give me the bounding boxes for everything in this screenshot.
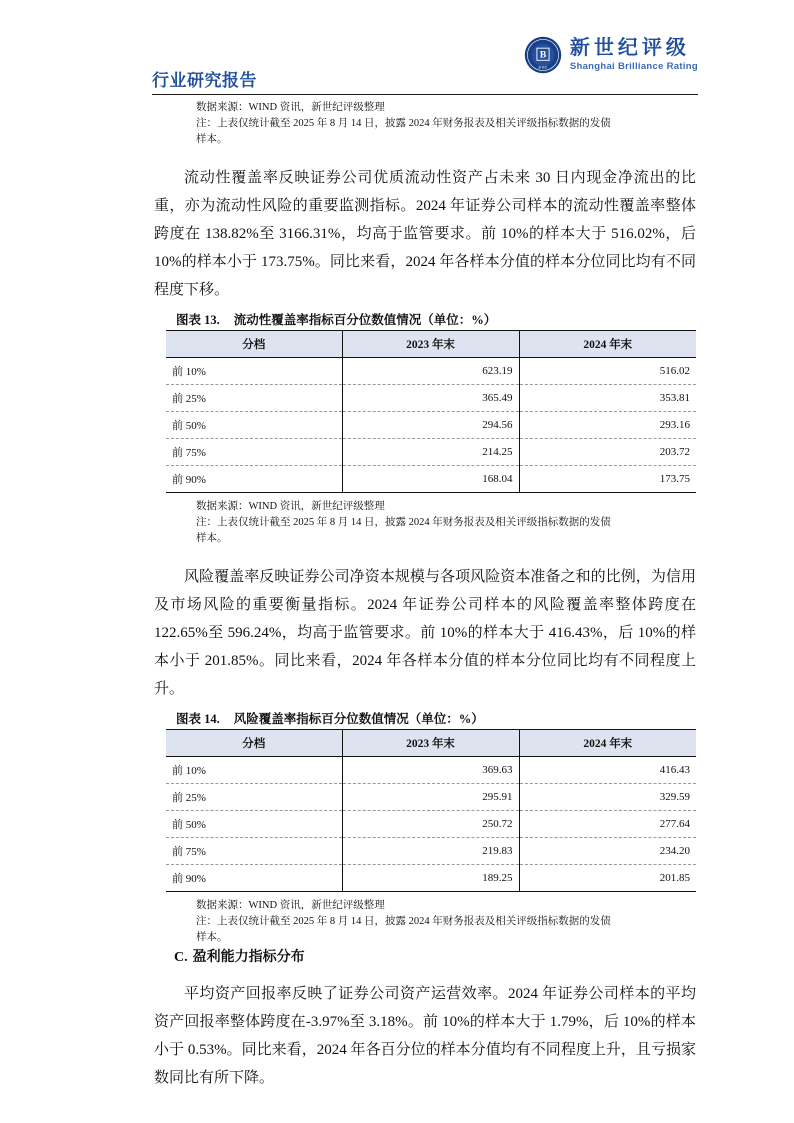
table-row: [166, 865, 696, 892]
cell-bucket: 前 25%: [166, 784, 342, 811]
table-liquidity-coverage-percentiles: [166, 330, 696, 493]
note-line-1: 注：上表仅统计截至 2025 年 8 月 14 日，披露 2024 年财务报表及相关评级指标数据的发债: [196, 916, 611, 927]
cell-2023: 168.04: [342, 466, 519, 493]
source-note-block-table13: [152, 499, 698, 547]
page-title: 行业研究报告: [152, 71, 257, 90]
note-line-2: 样本。: [196, 932, 228, 943]
table-13-wrapper: [152, 330, 698, 493]
svg-text:新世纪: 新世纪: [538, 66, 548, 70]
table-row: [166, 358, 696, 385]
cell-2023: 189.25: [342, 865, 519, 892]
cell-2024: 416.43: [519, 757, 696, 784]
header-divider: [152, 94, 698, 95]
table-row: [166, 385, 696, 412]
cell-2024: 353.81: [519, 385, 696, 412]
note-line-2: 样本。: [196, 134, 228, 145]
cell-bucket: 前 10%: [166, 358, 342, 385]
table-risk-coverage-percentiles: [166, 729, 696, 892]
note-line-2: 样本。: [196, 533, 228, 544]
cell-2023: 219.83: [342, 838, 519, 865]
table-row: [166, 811, 696, 838]
column-header-2024: 2024 年末: [519, 331, 696, 358]
source-note-block-table14: [152, 898, 698, 946]
table-row: [166, 439, 696, 466]
column-header-bucket: 分档: [166, 730, 342, 757]
figure-caption-13: [152, 310, 698, 330]
source-line: 数据来源：WIND 资讯，新世纪评级整理: [196, 501, 385, 512]
column-header-2023: 2023 年末: [342, 331, 519, 358]
cell-bucket: 前 75%: [166, 838, 342, 865]
section-heading-c: [152, 946, 698, 970]
svg-text:B: B: [539, 49, 547, 61]
cell-2024: 234.20: [519, 838, 696, 865]
table-row: [166, 466, 696, 493]
note-line-1: 注：上表仅统计截至 2025 年 8 月 14 日，披露 2024 年财务报表及相关评级指标数据的发债: [196, 118, 611, 129]
document-body: [152, 100, 698, 1092]
table-header-row: [166, 730, 696, 757]
paragraph-risk-coverage: 风险覆盖率反映证券公司净资本规模与各项风险资本准备之和的比例，为信用及市场风险的重要衡量指标。2024 年证券公司样本的风险覆盖率整体跨度在 122.65%至 596.24%，均高于监管要求。前 10%的样本大于 416.43%，后 10%的样本小于 201.85%。同比来看，2024 年各样本分值的样本分位同比均有不同程度上升。: [154, 569, 696, 697]
cell-bucket: 前 75%: [166, 439, 342, 466]
cell-bucket: 前 25%: [166, 385, 342, 412]
figure-caption-14-text: 风险覆盖率指标百分位数值情况（单位：%）: [233, 712, 484, 726]
brand-logo: [524, 36, 698, 74]
cell-bucket: 前 90%: [166, 466, 342, 493]
section-label: C.: [174, 950, 188, 965]
source-line: 数据来源：WIND 资讯，新世纪评级整理: [196, 900, 385, 911]
shanghai-brilliance-seal-icon: [524, 36, 562, 74]
column-header-2024: 2024 年末: [519, 730, 696, 757]
brand-name-cn: 新世纪评级: [569, 37, 690, 60]
cell-2024: 203.72: [519, 439, 696, 466]
cell-2024: 173.75: [659, 473, 690, 485]
cell-2023: 623.19: [342, 358, 519, 385]
cell-2024: 293.16: [519, 412, 696, 439]
cell-2023: 369.63: [342, 757, 519, 784]
table-row: [166, 838, 696, 865]
source-note-block-top: [152, 100, 698, 148]
cell-2024: 201.85: [659, 872, 690, 884]
figure-caption-14-number: 图表 14.: [176, 712, 220, 726]
section-title: 盈利能力指标分布: [192, 950, 305, 965]
brand-name-en: Shanghai Brilliance Rating: [569, 61, 698, 73]
cell-bucket: 前 50%: [166, 811, 342, 838]
table-row: [166, 784, 696, 811]
cell-2023: 365.49: [342, 385, 519, 412]
column-header-2023: 2023 年末: [342, 730, 519, 757]
cell-bucket: 前 50%: [166, 412, 342, 439]
cell-2023: 250.72: [342, 811, 519, 838]
cell-bucket: 前 10%: [166, 757, 342, 784]
cell-2024: 516.02: [519, 358, 696, 385]
cell-bucket: 前 90%: [166, 865, 342, 892]
figure-caption-13-number: 图表 13.: [176, 313, 220, 327]
cell-2023: 294.56: [342, 412, 519, 439]
paragraph-average-roa: 平均资产回报率反映了证券公司资产运营效率。2024 年证券公司样本的平均资产回报率整体跨度在-3.97%至 3.18%。前 10%的样本大于 1.79%，后 10%的样本小于 0.53%。同比来看，2024 年各百分位的样本分值均有不同程度上升，且亏损家数同比有所下降。: [154, 986, 696, 1086]
page-header: [152, 36, 698, 94]
column-header-bucket: 分档: [166, 331, 342, 358]
table-row: [166, 757, 696, 784]
cell-2024: 277.64: [519, 811, 696, 838]
cell-2023: 295.91: [342, 784, 519, 811]
cell-2024: 329.59: [519, 784, 696, 811]
figure-caption-14: [152, 709, 698, 729]
table-header-row: [166, 331, 696, 358]
cell-2023: 214.25: [342, 439, 519, 466]
figure-caption-13-text: 流动性覆盖率指标百分位数值情况（单位：%）: [233, 313, 497, 327]
paragraph-liquidity-coverage: 流动性覆盖率反映证券公司优质流动性资产占未来 30 日内现金净流出的比重，亦为流动性风险的重要监测指标。2024 年证券公司样本的流动性覆盖率整体跨度在 138.82%至 3166.31%，均高于监管要求。前 10%的样本大于 516.02%，后 10%的样本小于 173.75%。同比来看，2024 年各样本分值的样本分位同比均有不同程度下移。: [154, 170, 696, 298]
brand-logo-text: [570, 38, 698, 72]
note-line-1: 注：上表仅统计截至 2025 年 8 月 14 日，披露 2024 年财务报表及相关评级指标数据的发债: [196, 517, 611, 528]
table-row: [166, 412, 696, 439]
table-14-wrapper: [152, 729, 698, 892]
source-line: 数据来源：WIND 资讯，新世纪评级整理: [196, 102, 385, 113]
